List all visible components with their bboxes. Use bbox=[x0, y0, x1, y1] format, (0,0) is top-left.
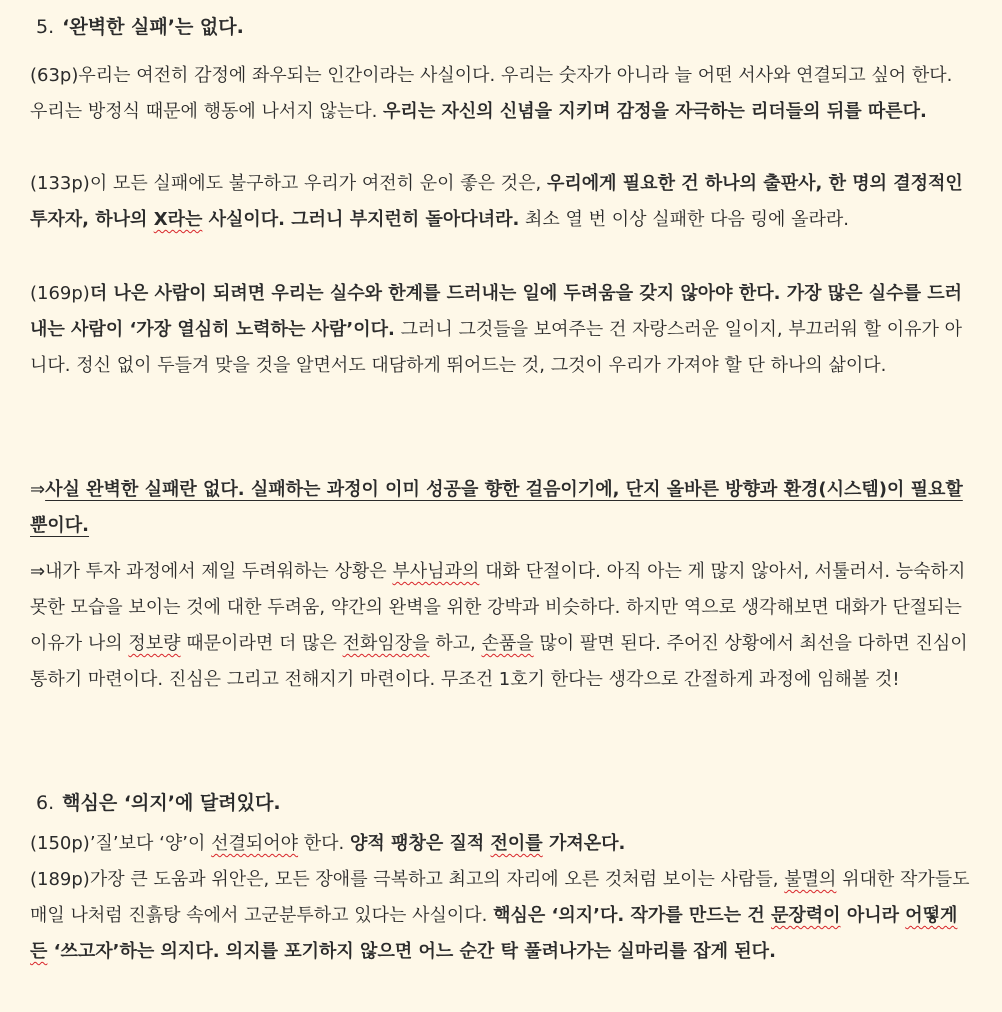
reflection-personal-part: ⇒내가 투자 과정에서 제일 두려워하는 상황은 bbox=[30, 561, 393, 582]
reflection-personal bbox=[30, 554, 972, 698]
quote-150p bbox=[30, 826, 625, 862]
spellcheck-word: 손품을 bbox=[481, 633, 534, 654]
quote-133p-bold-part1: 우리에게 필요한 건 하나의 출판사, 한 명의 결정적인 투자자, 하나의 bbox=[30, 173, 963, 230]
quote-169p-bold: 더 나은 사람이 되려면 우리는 실수와 한계를 드러내는 일에 두려움을 갖지 않아야 한다. 가장 많은 실수를 드러내는 사람이 ‘가장 열심히 노력하는 사람’이다. bbox=[30, 283, 962, 340]
reflection-personal-part: 하고, bbox=[429, 633, 482, 654]
section-5-heading bbox=[30, 14, 244, 40]
arrow-icon: ⇒ bbox=[30, 479, 46, 500]
spellcheck-word: 어떻게든 bbox=[30, 905, 958, 962]
quote-189p-bold-part: ‘쓰고자’하는 의지다. 의지를 포기하지 않으면 어느 순간 탁 풀려나가는 실마리를 잡게 된다. bbox=[47, 941, 776, 962]
quote-189p-bold-part: 핵심은 ‘의지’다. 작가를 만드는 건 bbox=[493, 905, 771, 926]
spellcheck-word: 전이를 bbox=[490, 833, 543, 854]
quote-150p-bold bbox=[350, 833, 625, 854]
spellcheck-word: 정보량 bbox=[128, 633, 181, 654]
spellcheck-word: 부사님과의 bbox=[392, 561, 480, 582]
reflection-personal-part: 대화 단절이다. 아직 아는 게 많지 않아서, 서툴러서. 능숙하지 못한 모습을 보이는 것에 대한 두려움, 약간의 완벽을 위한 강박과 비슷하다. 하지만 역으로 생각해보면 대화가 단절되는 이유가 나의 bbox=[30, 561, 966, 654]
spellcheck-word: 전화임장을 bbox=[342, 633, 430, 654]
section-6-number: 6. bbox=[36, 792, 55, 814]
quote-133p-text: (133p)이 모든 실패에도 불구하고 우리가 여전히 운이 좋은 것은, bbox=[30, 173, 547, 194]
quote-150p-bold-part: 가져온다. bbox=[542, 833, 626, 854]
section-5-number: 5. bbox=[36, 16, 55, 38]
reflection-summary bbox=[30, 472, 972, 544]
spellcheck-word: 불멸의 bbox=[784, 869, 837, 890]
section-5-title: ‘완벽한 실패’는 없다. bbox=[62, 16, 244, 38]
quote-189p-part: 위대한 작가들도 매일 나처럼 진흙탕 속에서 고군분투하고 있다는 사실이다. bbox=[30, 869, 970, 926]
quote-150p-part: (150p)’질’보다 ‘양’이 bbox=[30, 833, 212, 854]
section-6-heading bbox=[30, 790, 281, 816]
quote-189p-bold-part: 아니라 bbox=[840, 905, 906, 926]
quote-133p-tail: 최소 열 번 이상 실패한 다음 링에 올라라. bbox=[519, 209, 850, 230]
quote-150p-part: 한다. bbox=[298, 833, 351, 854]
reflection-summary-text: 사실 완벽한 실패란 없다. 실패하는 과정이 이미 성공을 향한 걸음이기에, 단지 올바른 방향과 환경(시스템)이 필요할 뿐이다. bbox=[30, 479, 963, 536]
spellcheck-word: X라는 bbox=[153, 209, 203, 230]
reflection-personal-part: 많이 팔면 된다. 주어진 상황에서 최선을 다하면 진심이 통하기 마련이다. 진심은 그리고 전해지기 마련이다. 무조건 1호기 한다는 생각으로 간절하게 과정에 임해볼 것! bbox=[30, 633, 968, 690]
quote-63p-bold: 우리는 자신의 신념을 지키며 감정을 자극하는 리더들의 뒤를 따른다. bbox=[383, 101, 927, 122]
quote-169p-ref: (169p) bbox=[30, 283, 90, 304]
section-6-title: 핵심은 ‘의지’에 달려있다. bbox=[62, 792, 281, 814]
quote-133p-bold-part2: 사실이다. 그러니 부지런히 돌아다녀라. bbox=[202, 209, 520, 230]
quote-63p-text: (63p)우리는 여전히 감정에 좌우되는 인간이라는 사실이다. 우리는 숫자가 아니라 늘 어떤 서사와 연결되고 싶어 한다. 우리는 방정식 때문에 행동에 나서지 않는다. bbox=[30, 65, 953, 122]
quote-63p bbox=[30, 58, 972, 130]
reflection-personal-part: 때문이라면 더 많은 bbox=[180, 633, 343, 654]
quote-189p-part: (189p)가장 큰 도움과 위안은, 모든 장애를 극복하고 최고의 자리에 오른 것처럼 보이는 사람들, bbox=[30, 869, 785, 890]
quote-133p bbox=[30, 166, 972, 238]
spellcheck-word: 선결되어야 bbox=[211, 833, 299, 854]
quote-169p bbox=[30, 276, 972, 384]
quote-169p-tail: 그러니 그것들을 보여주는 건 자랑스러운 일이지, 부끄러워 할 이유가 아니다. 정신 없이 두들겨 맞을 것을 알면서도 대담하게 뛰어드는 것, 그것이 우리가 가져야 할 단 하나의 삶이다. bbox=[30, 319, 963, 376]
quote-189p bbox=[30, 862, 972, 970]
quote-150p-bold-part: 양적 팽창은 질적 bbox=[350, 833, 491, 854]
spellcheck-word: 문장력이 bbox=[770, 905, 841, 926]
